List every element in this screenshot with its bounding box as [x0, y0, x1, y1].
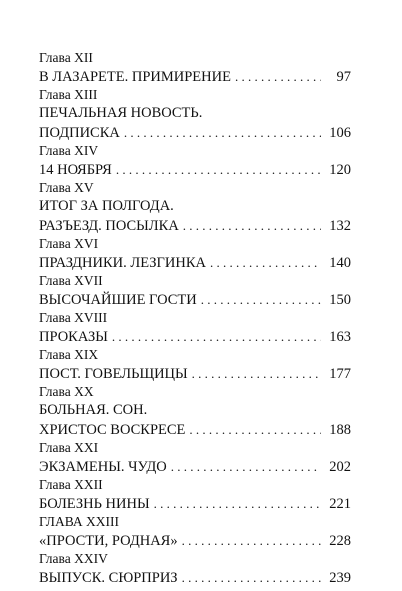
- page-number: 97: [336, 69, 351, 85]
- chapter-label: Глава XX: [39, 384, 94, 399]
- toc-entry: [39, 272, 351, 309]
- chapter-label: Глава XIII: [39, 87, 98, 102]
- dot-leader: [124, 123, 321, 142]
- page-number: 239: [329, 570, 351, 586]
- toc-entry: [39, 49, 351, 86]
- page-number: 140: [329, 255, 351, 271]
- toc-entry: [39, 235, 351, 272]
- toc-entry: [39, 550, 351, 587]
- toc-entry: [39, 383, 351, 439]
- toc-line[interactable]: [39, 327, 351, 346]
- toc-entry: [39, 179, 351, 235]
- chapter-title: ПРОКАЗЫ: [39, 329, 108, 345]
- chapter-label: Глава XVII: [39, 273, 103, 288]
- chapter-label: Глава XVI: [39, 236, 99, 251]
- dot-leader: [235, 67, 321, 86]
- toc-entry: [39, 439, 351, 476]
- toc-line[interactable]: [39, 494, 351, 513]
- page-number: 120: [329, 162, 351, 178]
- chapter-title: ВЫПУСК. СЮРПРИЗ: [39, 570, 178, 586]
- chapter-title: ПОДПИСКА: [39, 125, 120, 141]
- toc-line[interactable]: [39, 123, 351, 142]
- toc-line[interactable]: [39, 253, 351, 272]
- toc-line[interactable]: [39, 457, 351, 476]
- chapter-label: Глава XXI: [39, 440, 99, 455]
- chapter-title-line: ИТОГ ЗА ПОЛГОДА.: [39, 198, 174, 214]
- page-number: 202: [329, 459, 351, 475]
- dot-leader: [210, 253, 321, 272]
- toc-line[interactable]: [39, 67, 351, 86]
- toc-line[interactable]: [39, 160, 351, 179]
- chapter-label: Глава XIX: [39, 347, 99, 362]
- chapter-title: ПОСТ. ГОВЕЛЬЩИЦЫ: [39, 366, 188, 382]
- chapter-label: ГЛАВА XXIII: [39, 514, 119, 529]
- chapter-title: ВЫСОЧАЙШИЕ ГОСТИ: [39, 292, 197, 308]
- toc-entry: [39, 86, 351, 142]
- toc-entry: [39, 346, 351, 383]
- toc-line[interactable]: [39, 420, 351, 439]
- table-of-contents: [39, 49, 351, 587]
- page-number: 228: [329, 533, 351, 549]
- toc-entry: [39, 142, 351, 179]
- chapter-title: ХРИСТОС ВОСКРЕСЕ: [39, 422, 186, 438]
- toc-line[interactable]: [39, 290, 351, 309]
- chapter-title: «ПРОСТИ, РОДНАЯ»: [39, 533, 178, 549]
- chapter-label: Глава XII: [39, 50, 93, 65]
- chapter-label: Глава XXIV: [39, 551, 108, 566]
- dot-leader: [182, 531, 321, 550]
- dot-leader: [201, 290, 321, 309]
- page-number: 106: [329, 125, 351, 141]
- page-number: 163: [329, 329, 351, 345]
- dot-leader: [192, 364, 321, 383]
- toc-line[interactable]: [39, 568, 351, 587]
- toc-line[interactable]: [39, 216, 351, 235]
- chapter-title: 14 НОЯБРЯ: [39, 162, 112, 178]
- chapter-title: БОЛЕЗНЬ НИНЫ: [39, 496, 150, 512]
- dot-leader: [116, 160, 321, 179]
- chapter-label: Глава XXII: [39, 477, 103, 492]
- toc-entry: [39, 513, 351, 550]
- dot-leader: [189, 420, 321, 439]
- dot-leader: [112, 327, 321, 346]
- toc-entry: [39, 476, 351, 513]
- chapter-title: ЭКЗАМЕНЫ. ЧУДО: [39, 459, 167, 475]
- chapter-label: Глава XIV: [39, 143, 99, 158]
- toc-line[interactable]: [39, 364, 351, 383]
- page-number: 177: [329, 366, 351, 382]
- page-number: 221: [329, 496, 351, 512]
- chapter-title: ПРАЗДНИКИ. ЛЕЗГИНКА: [39, 255, 206, 271]
- page-number: 188: [329, 422, 351, 438]
- dot-leader: [183, 216, 321, 235]
- chapter-title-line: ПЕЧАЛЬНАЯ НОВОСТЬ.: [39, 105, 203, 121]
- toc-entry: [39, 309, 351, 346]
- chapter-title: РАЗЪЕЗД. ПОСЫЛКА: [39, 218, 179, 234]
- toc-line[interactable]: [39, 531, 351, 550]
- chapter-label: Глава XV: [39, 180, 94, 195]
- chapter-label: Глава XVIII: [39, 310, 108, 325]
- dot-leader: [182, 568, 321, 587]
- chapter-title: В ЛАЗАРЕТЕ. ПРИМИРЕНИЕ: [39, 69, 231, 85]
- dot-leader: [171, 457, 321, 476]
- page-number: 150: [329, 292, 351, 308]
- chapter-title-line: БОЛЬНАЯ. СОН.: [39, 402, 148, 418]
- dot-leader: [154, 494, 321, 513]
- page-number: 132: [329, 218, 351, 234]
